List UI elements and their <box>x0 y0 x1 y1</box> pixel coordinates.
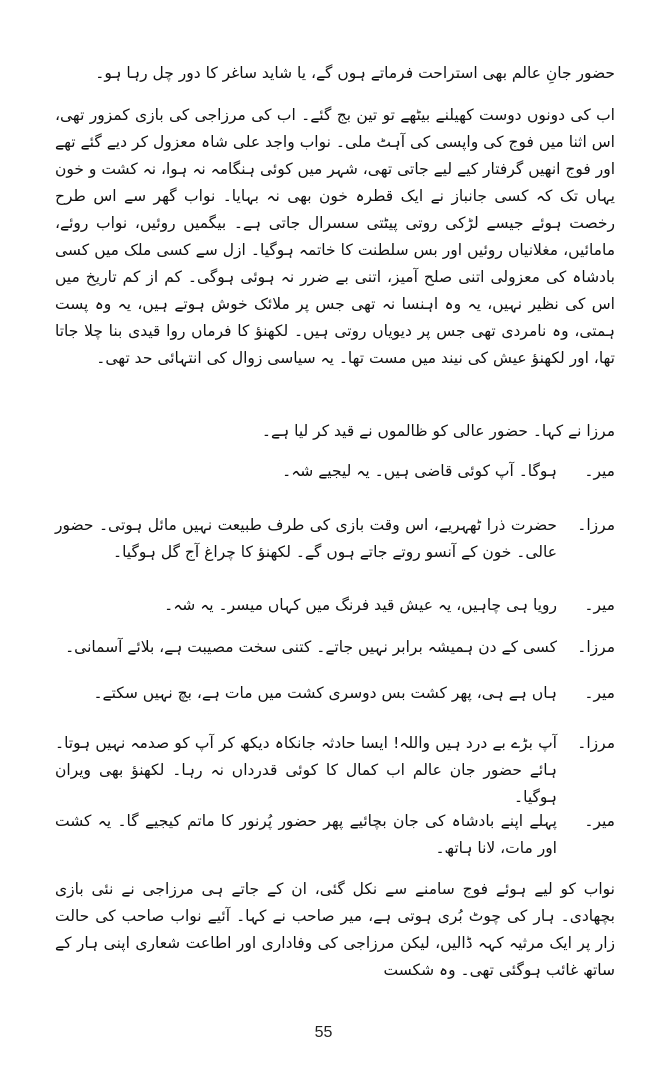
dialogue-line-5 <box>55 680 615 707</box>
paragraph-deposition: اب کی دونوں دوست کھیلنے بیٹھے تو تین بج گئے۔ اب کی مرزاجی کی بازی کمزور تھی، اس اثنا میں فوج کی واپسی کی آہٹ ملی۔ نواب واجد علی شاہ معزول کر دیے گئے تھے اور فوج انھیں گرفتار کیے لیے جاتی تھی، شہر میں کوئی ہنگامہ نہ ہوا، نہ کشت و خون یہاں تک کہ کسی جانباز نے ایک قطرہ خون بھی نہ بہایا۔ نواب گھر سے اس طرح رخصت ہوئے جیسے لڑکی روتی پیٹتی سسرال جاتی ہے۔ بیگمیں روئیں، نواب روئے، مامائیں، مغلانیاں روئیں اور بس سلطنت کا خاتمہ ہوگیا۔ ازل سے کسی ملک میں کسی بادشاہ کی معزولی اتنی صلح آمیز، اتنی بے ضرر نہ ہوئی ہوگی۔ کم از کم تاریخ میں اس کی نظیر نہیں، یہ وہ اہنسا نہ تھی جس پر ملائک خوش ہوتے ہیں، یہ وہ پست ہمتی، وہ نامردی تھی جس پر دیویاں روتی ہیں۔ لکھنؤ کا فرماں روا قیدی بنا چلا جاتا تھا، اور لکھنؤ عیش کی نیند میں مست تھا۔ یہ سیاسی زوال کی انتہائی حد تھی۔ <box>55 106 615 367</box>
dialogue-line-4 <box>55 634 615 661</box>
dialogue-text: آپ بڑے بے درد ہیں واللہ! ایسا حادثہ جانکاہ دیکھ کر آپ کو صدمہ نہیں ہوتا۔ ہائے حضور جان عالم اب کمال کا کوئی قدرداں نہ رہا۔ لکھنؤ بھی ویران ہوگیا۔ <box>55 734 557 806</box>
paragraph-opening-line: حضور جانِ عالم بھی استراحت فرماتے ہوں گے، یا شاید ساغر کا دور چل رہا ہو۔ <box>95 64 615 82</box>
speaker-label: مرزا۔ <box>577 516 615 534</box>
dialogue-text: حضرت ذرا ٹھہریے، اس وقت بازی کی طرف طبیعت نہیں مائل ہوتی۔ حضور عالی۔ خون کے آنسو روتے جاتے ہوں گے۔ لکھنؤ کا چراغ آج گل ہوگیا۔ <box>55 516 557 561</box>
speaker-label: میر۔ <box>584 596 615 614</box>
dialogue-line-7 <box>55 808 615 862</box>
dialogue-line-3 <box>55 592 615 619</box>
dialogue-line-6 <box>55 730 615 811</box>
speaker-label: مرزا۔ <box>577 638 615 656</box>
paragraph-mirza-says: مرزا نے کہا۔ حضور عالی کو ظالموں نے قید کر لیا ہے۔ <box>261 422 615 440</box>
dialogue-text: ہاں ہے ہی، پھر کشت بس دوسری کشت میں مات ہے، بچ نہیں سکتے۔ <box>93 684 557 702</box>
speaker-label: میر۔ <box>584 684 615 702</box>
dialogue-text: رویا ہی چاہیں، یہ عیش قید فرنگ میں کہاں میسر۔ یہ شہ۔ <box>164 596 557 614</box>
speaker-label: مرزا۔ <box>577 734 615 752</box>
dialogue-text: کسی کے دن ہمیشہ برابر نہیں جاتے۔ کتنی سخت مصیبت ہے، بلائے آسمانی۔ <box>65 638 557 656</box>
speaker-label: میر۔ <box>584 812 615 830</box>
dialogue-text: ہوگا۔ آپ کوئی قاضی ہیں۔ یہ لیجیے شہ۔ <box>282 462 557 480</box>
paragraph-closing: نواب کو لیے ہوئے فوج سامنے سے نکل گئی، ان کے جاتے ہی مرزاجی نے نئی بازی بچھادی۔ ہار کی چوٹ بُری ہوتی ہے، میر صاحب نے کہا۔ آئیے نواب صاحب کی حالت زار پر ایک مرثیہ کہہ ڈالیں، لیکن مرزاجی کی وفاداری اور اطاعت شعاری اپنی ہار کے ساتھ غائب ہوگئی تھی۔ وہ شکست <box>55 880 615 979</box>
dialogue-line-1 <box>55 458 615 485</box>
speaker-label: میر۔ <box>584 462 615 480</box>
dialogue-text: پہلے اپنے بادشاہ کی جان بچائیے پھر حضور پُرنور کا ماتم کیجیے گا۔ یہ کشت اور مات، لانا ہاتھ۔ <box>55 812 557 857</box>
dialogue-line-2 <box>55 512 615 566</box>
page-number: 55 <box>314 1024 333 1041</box>
